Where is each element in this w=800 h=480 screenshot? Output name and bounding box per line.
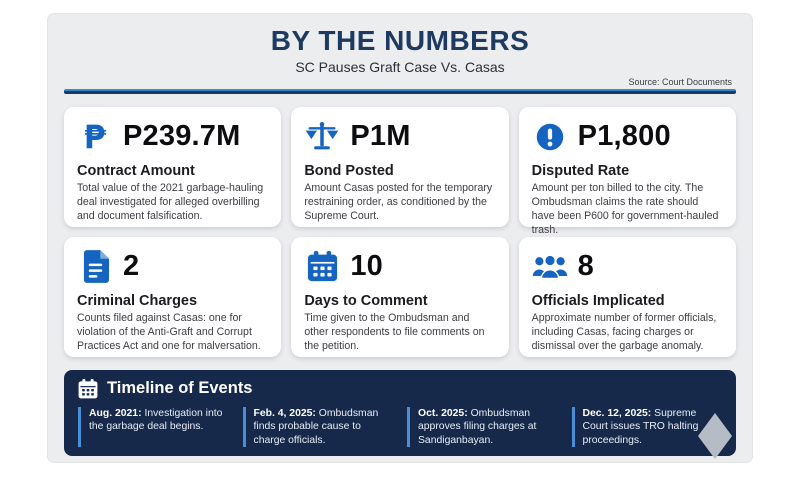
stat-title: Officials Implicated <box>531 292 665 309</box>
stat-value: 8 <box>577 250 594 283</box>
infographic-panel <box>48 14 752 462</box>
timeline-title: Timeline of Events <box>107 379 253 398</box>
alert-icon <box>532 119 568 155</box>
timeline-event-text: Investigation into the garbage deal begins. <box>89 407 223 433</box>
timeline-section <box>64 370 736 456</box>
stat-title: Criminal Charges <box>77 292 198 309</box>
stat-value: 2 <box>123 250 140 283</box>
timeline-event-text: Supreme Court issues TRO halting proceedings. <box>582 407 699 446</box>
stat-description: Counts filed against Casas: one for violation of the Anti-Graft and Corrupt Practices Act and one for malversation. <box>77 311 261 352</box>
timeline-event <box>78 407 229 448</box>
stat-card-days-to-comment <box>291 237 508 357</box>
timeline-event-text: Ombudsman finds probable cause to charge officials. <box>253 407 379 446</box>
timeline-event-text: Ombudsman approves filing charges at Sandiganbayan. <box>418 407 537 446</box>
page-subtitle: SC Pauses Graft Case Vs. Casas <box>295 58 505 75</box>
stat-title: Days to Comment <box>304 292 428 309</box>
stat-card-contract-amount <box>64 107 281 227</box>
stat-value: P239.7M <box>123 120 241 153</box>
timeline-event-date: Oct. 2025: <box>418 407 468 419</box>
stats-grid <box>64 107 736 357</box>
stat-title: Bond Posted <box>304 162 394 179</box>
scales-icon <box>304 119 340 155</box>
peso-icon: ₱ <box>83 117 107 156</box>
header <box>64 25 736 87</box>
stat-description: Time given to the Ombudsman and other respondents to file comments on the petition. <box>304 311 485 352</box>
stat-description: Approximate number of former officials, including Casas, facing charges or dismissal over the garbage anomaly. <box>531 311 717 352</box>
header-divider <box>64 89 736 94</box>
stat-card-officials-implicated <box>519 237 736 357</box>
stat-card-bond-posted <box>291 107 508 227</box>
timeline-event <box>407 407 558 448</box>
source-credit: Source: Court Documents <box>628 76 732 87</box>
stat-description: Amount Casas posted for the temporary restraining order, as conditioned by the Supreme Court. <box>304 181 493 222</box>
timeline-event <box>243 407 394 448</box>
document-icon <box>77 249 113 285</box>
stat-title: Disputed Rate <box>531 162 630 179</box>
stat-description: Total value of the 2021 garbage-hauling deal investigated for alleged overbilling and document falsification. <box>77 181 264 222</box>
stat-card-disputed-rate <box>519 107 736 236</box>
timeline-calendar-icon <box>78 379 98 399</box>
people-icon <box>532 249 568 285</box>
timeline-event-date: Aug. 2021: <box>89 407 142 419</box>
stat-card-criminal-charges <box>64 237 281 357</box>
stat-title: Contract Amount <box>77 162 195 179</box>
stat-value: 10 <box>350 250 383 283</box>
timeline-events <box>78 407 722 448</box>
timeline-event-date: Feb. 4, 2025: <box>253 407 316 419</box>
stat-value: P1M <box>350 120 411 153</box>
diamond-watermark-icon <box>698 413 732 464</box>
page-title: BY THE NUMBERS <box>270 25 530 56</box>
calendar-icon <box>304 249 340 285</box>
timeline-event-date: Dec. 12, 2025: <box>582 407 652 419</box>
stat-description: Amount per ton billed to the city. The Ombudsman claims the rate should have been P600 for government-hauled trash. <box>531 181 719 236</box>
stat-value: P1,800 <box>577 120 671 153</box>
